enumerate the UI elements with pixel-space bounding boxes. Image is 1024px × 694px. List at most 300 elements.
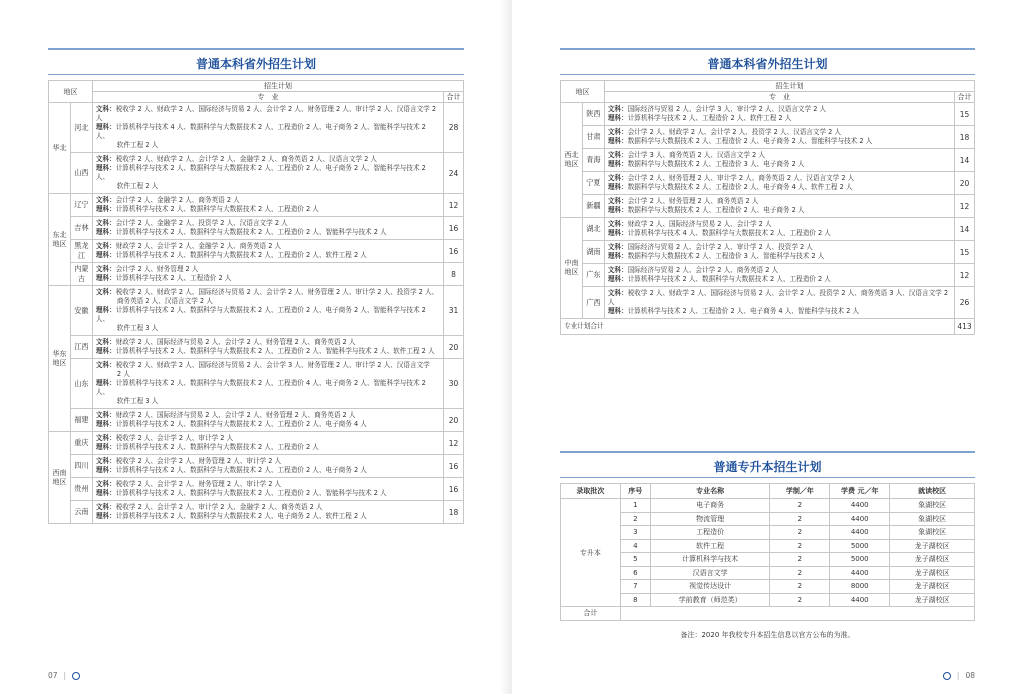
header-plan: 招生计划 xyxy=(604,81,974,92)
majors-text: 计算机科学与技术 2 人、数据科学与大数据技术 2 人、工程造价 2 人、智能科学与技术 2 人 xyxy=(115,489,387,497)
upgrade-header-cell: 录取批次 xyxy=(561,484,621,499)
province-cell: 新疆 xyxy=(582,195,604,218)
majors-line xyxy=(96,503,440,512)
majors-text: 财政学 2 人、国际经济与贸易 2 人、会计学 2 人、财务管理 2 人、商务英语 2 人 xyxy=(115,411,356,419)
region-cell xyxy=(49,432,71,524)
region-label: 西南地区 xyxy=(52,468,67,486)
total-cell: 20 xyxy=(954,172,974,195)
total-cell: 16 xyxy=(444,478,464,501)
upgrade-cell: 3 xyxy=(620,526,650,540)
total-cell: 12 xyxy=(954,264,974,287)
majors-text: 税收学 2 人、会计学 2 人、审计学 2 人、金融学 2 人、商务英语 2 人 xyxy=(115,503,323,511)
upgrade-cell: 象湖校区 xyxy=(890,512,975,526)
majors-text: 数据科学与大数据技术 2 人、工程造价 2 人、电子商务 2 人 xyxy=(627,206,805,214)
upgrade-cell: 4400 xyxy=(830,526,890,540)
majors-line xyxy=(96,489,440,498)
majors-line xyxy=(96,155,440,164)
majors-line xyxy=(608,307,951,316)
majors-text: 数据科学与大数据技术 2 人、工程造价 2 人、电子商务 4 人、软件工程 2 人 xyxy=(627,183,853,191)
upgrade-cell: 象湖校区 xyxy=(890,526,975,540)
majors-text: 计算机科学与技术 2 人、工程造价 2 人、电子商务 4 人、智能科学与技术 2 人 xyxy=(627,307,860,315)
upgrade-cell: 汉语言文学 xyxy=(650,566,770,580)
upgrade-cell: 8000 xyxy=(830,580,890,594)
majors-cell xyxy=(92,240,443,263)
majors-text: 会计学 2 人、金融学 2 人、商务英语 2 人 xyxy=(115,196,240,204)
total-cell: 20 xyxy=(444,336,464,359)
subject-label: 理科： xyxy=(95,123,116,131)
upgrade-cell: 4400 xyxy=(830,566,890,580)
majors-cell xyxy=(92,153,443,194)
majors-line xyxy=(96,105,440,123)
upgrade-total-label: 合计 xyxy=(561,607,621,621)
upgrade-cell: 2 xyxy=(770,593,830,607)
upgrade-cell: 象湖校区 xyxy=(890,499,975,513)
majors-text: 计算机科学与技术 4 人、数据科学与大数据技术 2 人、工程造价 2 人 xyxy=(627,229,831,237)
majors-cell xyxy=(92,103,443,153)
majors-text: 国际经济与贸易 2 人、会计学 2 人、商务英语 2 人 xyxy=(627,266,779,274)
upgrade-cell: 4400 xyxy=(830,512,890,526)
upgrade-row xyxy=(561,539,975,553)
total-cell: 16 xyxy=(444,455,464,478)
majors-line xyxy=(96,512,440,521)
majors-text: 会计学 2 人、财务管理 2 人、商务英语 2 人 xyxy=(627,197,759,205)
total-cell: 12 xyxy=(444,194,464,217)
table-row xyxy=(561,241,975,264)
majors-cell xyxy=(604,195,954,218)
upgrade-row xyxy=(561,512,975,526)
majors-line xyxy=(96,251,440,260)
majors-text: 国际经济与贸易 2 人、会计学 3 人、审计学 2 人、汉语言文学 2 人 xyxy=(627,105,827,113)
majors-text: 税收学 2 人、财政学 2 人、国际经济与贸易 2 人、会计学 2 人、投资学 2 人、商务英语 3 人、汉语言文学 2 人 xyxy=(607,289,949,306)
subject-label: 理科： xyxy=(95,420,116,428)
table-row xyxy=(561,103,975,126)
majors-text: 计算机科学与技术 2 人、数据科学与大数据技术 2 人、工程造价 2 人、智能科学与技术 2 人 xyxy=(115,228,387,236)
majors-text: 计算机科学与技术 2 人、工程造价 2 人、软件工程 2 人 xyxy=(627,114,792,122)
total-cell: 18 xyxy=(954,126,974,149)
subject-label: 文科： xyxy=(607,266,628,274)
majors-line xyxy=(96,457,440,466)
subject-label: 理科： xyxy=(95,306,116,314)
subject-label: 文科： xyxy=(95,411,116,419)
region-label: 中南地区 xyxy=(564,259,579,276)
majors-text: 计算机科学与技术 2 人、数据科学与大数据技术 2 人、工程造价 2 人、电子商务 2 人、智能科学与技术 2 人、 xyxy=(95,164,426,181)
majors-text: 会计学 3 人、商务英语 2 人、汉语言文学 2 人 xyxy=(627,151,765,159)
total-cell: 8 xyxy=(444,263,464,286)
upgrade-cell: 4400 xyxy=(830,499,890,513)
table-row xyxy=(49,478,464,501)
table-row xyxy=(49,240,464,263)
majors-text: 税收学 2 人、财政学 2 人、国际经济与贸易 2 人、会计学 3 人、财务管理 2 人、审计学 2 人、汉语言文学 xyxy=(115,361,430,369)
region-cell xyxy=(561,218,583,319)
upgrade-header-cell: 学制／年 xyxy=(770,484,830,499)
table-row xyxy=(49,432,464,455)
province-cell: 云南 xyxy=(70,501,92,524)
right-section-title: 普通本科省外招生计划 xyxy=(560,48,975,75)
total-cell: 24 xyxy=(444,153,464,194)
majors-cell xyxy=(92,217,443,240)
region-cell xyxy=(49,103,71,194)
majors-line xyxy=(96,141,440,150)
upgrade-section-title: 普通专升本招生计划 xyxy=(560,451,975,478)
province-cell: 重庆 xyxy=(70,432,92,455)
upgrade-cell: 2 xyxy=(770,553,830,567)
upgrade-cell: 视觉传达设计 xyxy=(650,580,770,594)
upgrade-cell: 学前教育（师范类） xyxy=(650,593,770,607)
upgrade-cell: 4 xyxy=(620,539,650,553)
majors-line xyxy=(608,197,951,206)
upgrade-cell: 8 xyxy=(620,593,650,607)
page-number-right: 08 xyxy=(965,671,975,680)
region-label: 东北地区 xyxy=(52,230,67,248)
majors-line xyxy=(96,182,440,191)
majors-text: 软件工程 3 人 xyxy=(116,324,159,332)
upgrade-cell: 龙子湖校区 xyxy=(890,593,975,607)
total-cell: 12 xyxy=(444,432,464,455)
majors-line xyxy=(96,219,440,228)
majors-cell xyxy=(92,194,443,217)
province-cell: 吉林 xyxy=(70,217,92,240)
region-cell xyxy=(561,103,583,218)
majors-line xyxy=(96,228,440,237)
majors-cell xyxy=(604,149,954,172)
majors-line xyxy=(608,151,951,160)
majors-cell xyxy=(92,263,443,286)
table-row xyxy=(49,194,464,217)
majors-cell xyxy=(604,241,954,264)
majors-text: 国际经济与贸易 2 人、会计学 2 人、审计学 2 人、投资学 2 人 xyxy=(627,243,813,251)
majors-text: 会计学 2 人、财政学 2 人、会计学 2 人、投资学 2 人、汉语言文学 2 人 xyxy=(627,128,842,136)
majors-cell xyxy=(604,126,954,149)
subject-label: 文科： xyxy=(95,219,116,227)
header-major: 专 业 xyxy=(92,92,443,103)
page-number-left: 07 xyxy=(48,671,58,680)
table-row xyxy=(561,149,975,172)
province-cell: 广东 xyxy=(582,264,604,287)
subject-label: 文科： xyxy=(95,457,116,465)
province-cell: 湖北 xyxy=(582,218,604,241)
subject-label: 理科： xyxy=(607,183,628,191)
left-enrollment-table xyxy=(48,80,464,524)
majors-line xyxy=(96,324,440,333)
majors-line xyxy=(608,137,951,146)
table-row xyxy=(561,218,975,241)
majors-text: 会计学 2 人、金融学 2 人、投资学 2 人、汉语言文学 2 人 xyxy=(115,219,288,227)
province-cell: 四川 xyxy=(70,455,92,478)
majors-cell xyxy=(92,409,443,432)
majors-text: 税收学 2 人、财政学 2 人、国际经济与贸易 2 人、会计学 2 人、财务管理 2 人、审计学 2 人、投资学 2 人、 xyxy=(115,288,439,296)
subject-label: 文科： xyxy=(95,105,116,113)
province-cell: 内蒙古 xyxy=(70,263,92,286)
subject-label: 理科： xyxy=(607,307,628,315)
total-cell: 28 xyxy=(444,103,464,153)
majors-text: 计算机科学与技术 2 人、数据科学与大数据技术 2 人、工程造价 2 人、电子商务 2 人 xyxy=(115,466,367,474)
subject-label: 文科： xyxy=(95,288,116,296)
upgrade-row xyxy=(561,593,975,607)
majors-line xyxy=(608,220,951,229)
upgrade-cell: 5 xyxy=(620,553,650,567)
majors-line xyxy=(96,480,440,489)
region-label: 华北 xyxy=(52,143,67,152)
majors-line xyxy=(608,183,951,192)
majors-cell xyxy=(604,172,954,195)
majors-text: 数据科学与大数据技术 2 人、工程造价 3 人、智能科学与技术 2 人 xyxy=(627,252,825,260)
majors-text: 税收学 2 人、会计学 2 人、审计学 2 人 xyxy=(115,434,234,442)
grand-total-value: 413 xyxy=(954,319,974,335)
upgrade-cell: 2 xyxy=(770,499,830,513)
table-row xyxy=(561,195,975,218)
majors-text: 计算机科学与技术 2 人、数据科学与大数据技术 2 人、工程造价 4 人、电子商务 2 人、智能科学与技术 2 人、 xyxy=(95,379,426,396)
majors-line xyxy=(96,205,440,214)
table-row xyxy=(561,172,975,195)
majors-line xyxy=(96,338,440,347)
table-row xyxy=(49,409,464,432)
subject-label: 文科： xyxy=(607,197,628,205)
upgrade-header-row xyxy=(561,484,975,499)
subject-label: 理科： xyxy=(95,379,116,387)
majors-line xyxy=(96,434,440,443)
table-row xyxy=(49,336,464,359)
total-cell: 15 xyxy=(954,103,974,126)
majors-line xyxy=(608,289,951,307)
subject-label: 文科： xyxy=(95,480,116,488)
right-enrollment-table xyxy=(560,80,975,335)
upgrade-cell: 龙子湖校区 xyxy=(890,566,975,580)
majors-line xyxy=(608,206,951,215)
subject-label: 理科： xyxy=(95,466,116,474)
province-cell: 宁夏 xyxy=(582,172,604,195)
majors-text: 财政学 2 人、国际经济与贸易 2 人、会计学 2 人 xyxy=(627,220,772,228)
upgrade-cell: 1 xyxy=(620,499,650,513)
majors-cell xyxy=(604,264,954,287)
upgrade-cell: 计算机科学与技术 xyxy=(650,553,770,567)
majors-text: 软件工程 2 人 xyxy=(116,141,159,149)
majors-line xyxy=(96,306,440,324)
majors-text: 财政学 2 人、会计学 2 人、金融学 2 人、商务英语 2 人 xyxy=(115,242,282,250)
majors-cell xyxy=(92,501,443,524)
subject-label: 理科： xyxy=(95,228,116,236)
table-row xyxy=(49,263,464,286)
majors-text: 计算机科学与技术 2 人、数据科学与大数据技术 2 人、工程造价 2 人 xyxy=(115,443,319,451)
region-cell xyxy=(49,194,71,286)
majors-line xyxy=(96,123,440,141)
province-cell: 青海 xyxy=(582,149,604,172)
subject-label: 理科： xyxy=(95,205,116,213)
header-total: 合计 xyxy=(444,92,464,103)
majors-line xyxy=(96,242,440,251)
majors-text: 数据科学与大数据技术 2 人、工程造价 3 人、电子商务 2 人 xyxy=(627,160,805,168)
upgrade-cell: 2 xyxy=(770,580,830,594)
region-label: 华东地区 xyxy=(52,349,67,367)
majors-cell xyxy=(92,478,443,501)
majors-line xyxy=(608,243,951,252)
majors-line xyxy=(96,196,440,205)
majors-cell xyxy=(92,359,443,409)
subject-label: 理科： xyxy=(95,512,116,520)
majors-line xyxy=(608,266,951,275)
header-region: 地区 xyxy=(561,81,605,103)
province-cell: 贵州 xyxy=(70,478,92,501)
subject-label: 理科： xyxy=(95,274,116,282)
table-row xyxy=(561,264,975,287)
subject-label: 理科： xyxy=(95,251,116,259)
upgrade-cell: 龙子湖校区 xyxy=(890,553,975,567)
header-major: 专 业 xyxy=(604,92,954,103)
majors-line xyxy=(608,105,951,114)
province-cell: 陕西 xyxy=(582,103,604,126)
subject-label: 文科： xyxy=(95,338,116,346)
upgrade-cell: 5000 xyxy=(830,539,890,553)
upgrade-row xyxy=(561,553,975,567)
majors-text: 软件工程 3 人 xyxy=(116,397,159,405)
majors-line xyxy=(608,114,951,123)
total-cell: 26 xyxy=(954,287,974,319)
majors-line xyxy=(608,128,951,137)
majors-cell xyxy=(92,286,443,336)
majors-line xyxy=(96,420,440,429)
region-label: 西北地区 xyxy=(564,151,579,168)
majors-line xyxy=(96,443,440,452)
majors-line xyxy=(608,252,951,261)
subject-label: 理科： xyxy=(607,275,628,283)
upgrade-cell: 7 xyxy=(620,580,650,594)
subject-label: 文科： xyxy=(95,265,116,273)
majors-line xyxy=(96,466,440,475)
subject-label: 理科： xyxy=(607,114,628,122)
upgrade-cell: 工程造价 xyxy=(650,526,770,540)
majors-text: 计算机科学与技术 2 人、数据科学与大数据技术 2 人、工程造价 2 人、软件工程 2 人 xyxy=(115,251,367,259)
province-cell: 辽宁 xyxy=(70,194,92,217)
majors-text: 软件工程 2 人 xyxy=(116,182,159,190)
subject-label: 文科： xyxy=(95,434,116,442)
grand-total-row xyxy=(561,319,975,335)
table-row xyxy=(49,153,464,194)
upgrade-total-row xyxy=(561,607,975,621)
majors-cell xyxy=(604,103,954,126)
total-cell: 31 xyxy=(444,286,464,336)
school-logo-icon xyxy=(943,672,951,680)
upgrade-cell: 2 xyxy=(770,526,830,540)
majors-line xyxy=(608,174,951,183)
upgrade-row xyxy=(561,526,975,540)
majors-line xyxy=(96,370,440,379)
province-cell: 广西 xyxy=(582,287,604,319)
majors-line xyxy=(608,229,951,238)
table-row xyxy=(49,455,464,478)
subject-label: 理科： xyxy=(95,443,116,451)
upgrade-total-value xyxy=(620,607,974,621)
province-cell: 湖南 xyxy=(582,241,604,264)
majors-line xyxy=(96,397,440,406)
upgrade-row xyxy=(561,499,975,513)
majors-line xyxy=(608,275,951,284)
subject-label: 理科： xyxy=(607,252,628,260)
subject-label: 理科： xyxy=(95,164,116,172)
upgrade-note: 备注：2020 年我校专升本招生信息以官方公布的为准。 xyxy=(680,631,855,639)
table-row xyxy=(49,286,464,336)
majors-text: 会计学 2 人、财务管理 2 人 xyxy=(115,265,199,273)
province-cell: 黑龙江 xyxy=(70,240,92,263)
majors-text: 会计学 2 人、财务管理 2 人、审计学 2 人、商务英语 2 人、汉语言文学 2 人 xyxy=(627,174,855,182)
majors-text: 计算机科学与技术 2 人、数据科学与大数据技术 2 人、工程造价 2 人 xyxy=(115,205,319,213)
subject-label: 文科： xyxy=(607,128,628,136)
upgrade-header-cell: 学费 元／年 xyxy=(830,484,890,499)
subject-label: 文科： xyxy=(95,503,116,511)
table-row xyxy=(49,501,464,524)
table-row xyxy=(561,287,975,319)
majors-text: 2 人 xyxy=(116,370,130,378)
majors-text: 财政学 2 人、国际经济与贸易 2 人、会计学 2 人、财务管理 2 人、商务英语 2 人 xyxy=(115,338,356,346)
subject-label: 文科： xyxy=(95,155,116,163)
upgrade-header-cell: 序号 xyxy=(620,484,650,499)
subject-label: 理科： xyxy=(607,137,628,145)
upgrade-cell: 2 xyxy=(770,566,830,580)
majors-line xyxy=(96,411,440,420)
majors-line xyxy=(96,274,440,283)
province-cell: 安徽 xyxy=(70,286,92,336)
province-cell: 河北 xyxy=(70,103,92,153)
grand-total-label: 专业计划合计 xyxy=(561,319,955,335)
upgrade-row xyxy=(561,580,975,594)
upgrade-cell: 2 xyxy=(770,512,830,526)
subject-label: 文科： xyxy=(607,174,628,182)
upgrade-cell: 4400 xyxy=(830,593,890,607)
subject-label: 理科： xyxy=(607,160,628,168)
left-section-title: 普通本科省外招生计划 xyxy=(48,48,464,75)
subject-label: 理科： xyxy=(95,489,116,497)
upgrade-plan-table xyxy=(560,483,975,621)
province-cell: 江西 xyxy=(70,336,92,359)
subject-label: 文科： xyxy=(607,151,628,159)
majors-text: 计算机科学与技术 2 人、数据科学与大数据技术 2 人、工程造价 2 人 xyxy=(627,275,831,283)
region-cell xyxy=(49,286,71,432)
total-cell: 20 xyxy=(444,409,464,432)
total-cell: 16 xyxy=(444,240,464,263)
right-page xyxy=(512,0,1024,694)
majors-line xyxy=(608,160,951,169)
upgrade-cell: 软件工程 xyxy=(650,539,770,553)
upgrade-cell: 物流管理 xyxy=(650,512,770,526)
total-cell: 18 xyxy=(444,501,464,524)
school-logo-icon xyxy=(72,672,80,680)
majors-text: 计算机科学与技术 4 人、数据科学与大数据技术 2 人、工程造价 2 人、电子商务 2 人、智能科学与技术 2 人、 xyxy=(95,123,426,140)
majors-text: 计算机科学与技术 2 人、工程造价 2 人 xyxy=(115,274,232,282)
province-cell: 山东 xyxy=(70,359,92,409)
majors-line xyxy=(96,379,440,397)
upgrade-cell: 龙子湖校区 xyxy=(890,580,975,594)
upgrade-cell: 2 xyxy=(620,512,650,526)
upgrade-cell: 2 xyxy=(770,539,830,553)
majors-text: 税收学 2 人、会计学 2 人、财务管理 2 人、审计学 2 人 xyxy=(115,480,282,488)
majors-line xyxy=(96,297,440,306)
upgrade-cell: 5000 xyxy=(830,553,890,567)
total-cell: 16 xyxy=(444,217,464,240)
majors-cell xyxy=(604,218,954,241)
subject-label: 文科： xyxy=(607,105,628,113)
majors-line xyxy=(96,164,440,182)
header-region: 地区 xyxy=(49,81,93,103)
majors-line xyxy=(96,288,440,297)
total-cell: 30 xyxy=(444,359,464,409)
total-cell: 12 xyxy=(954,195,974,218)
majors-cell xyxy=(604,287,954,319)
province-cell: 山西 xyxy=(70,153,92,194)
majors-text: 计算机科学与技术 2 人、数据科学与大数据技术 2 人、工程造价 2 人、电子商务 2 人、智能科学与技术 2 人、 xyxy=(95,306,426,323)
total-cell: 14 xyxy=(954,218,974,241)
majors-cell xyxy=(92,455,443,478)
province-cell: 福建 xyxy=(70,409,92,432)
upgrade-cell: 电子商务 xyxy=(650,499,770,513)
upgrade-cell: 龙子湖校区 xyxy=(890,539,975,553)
